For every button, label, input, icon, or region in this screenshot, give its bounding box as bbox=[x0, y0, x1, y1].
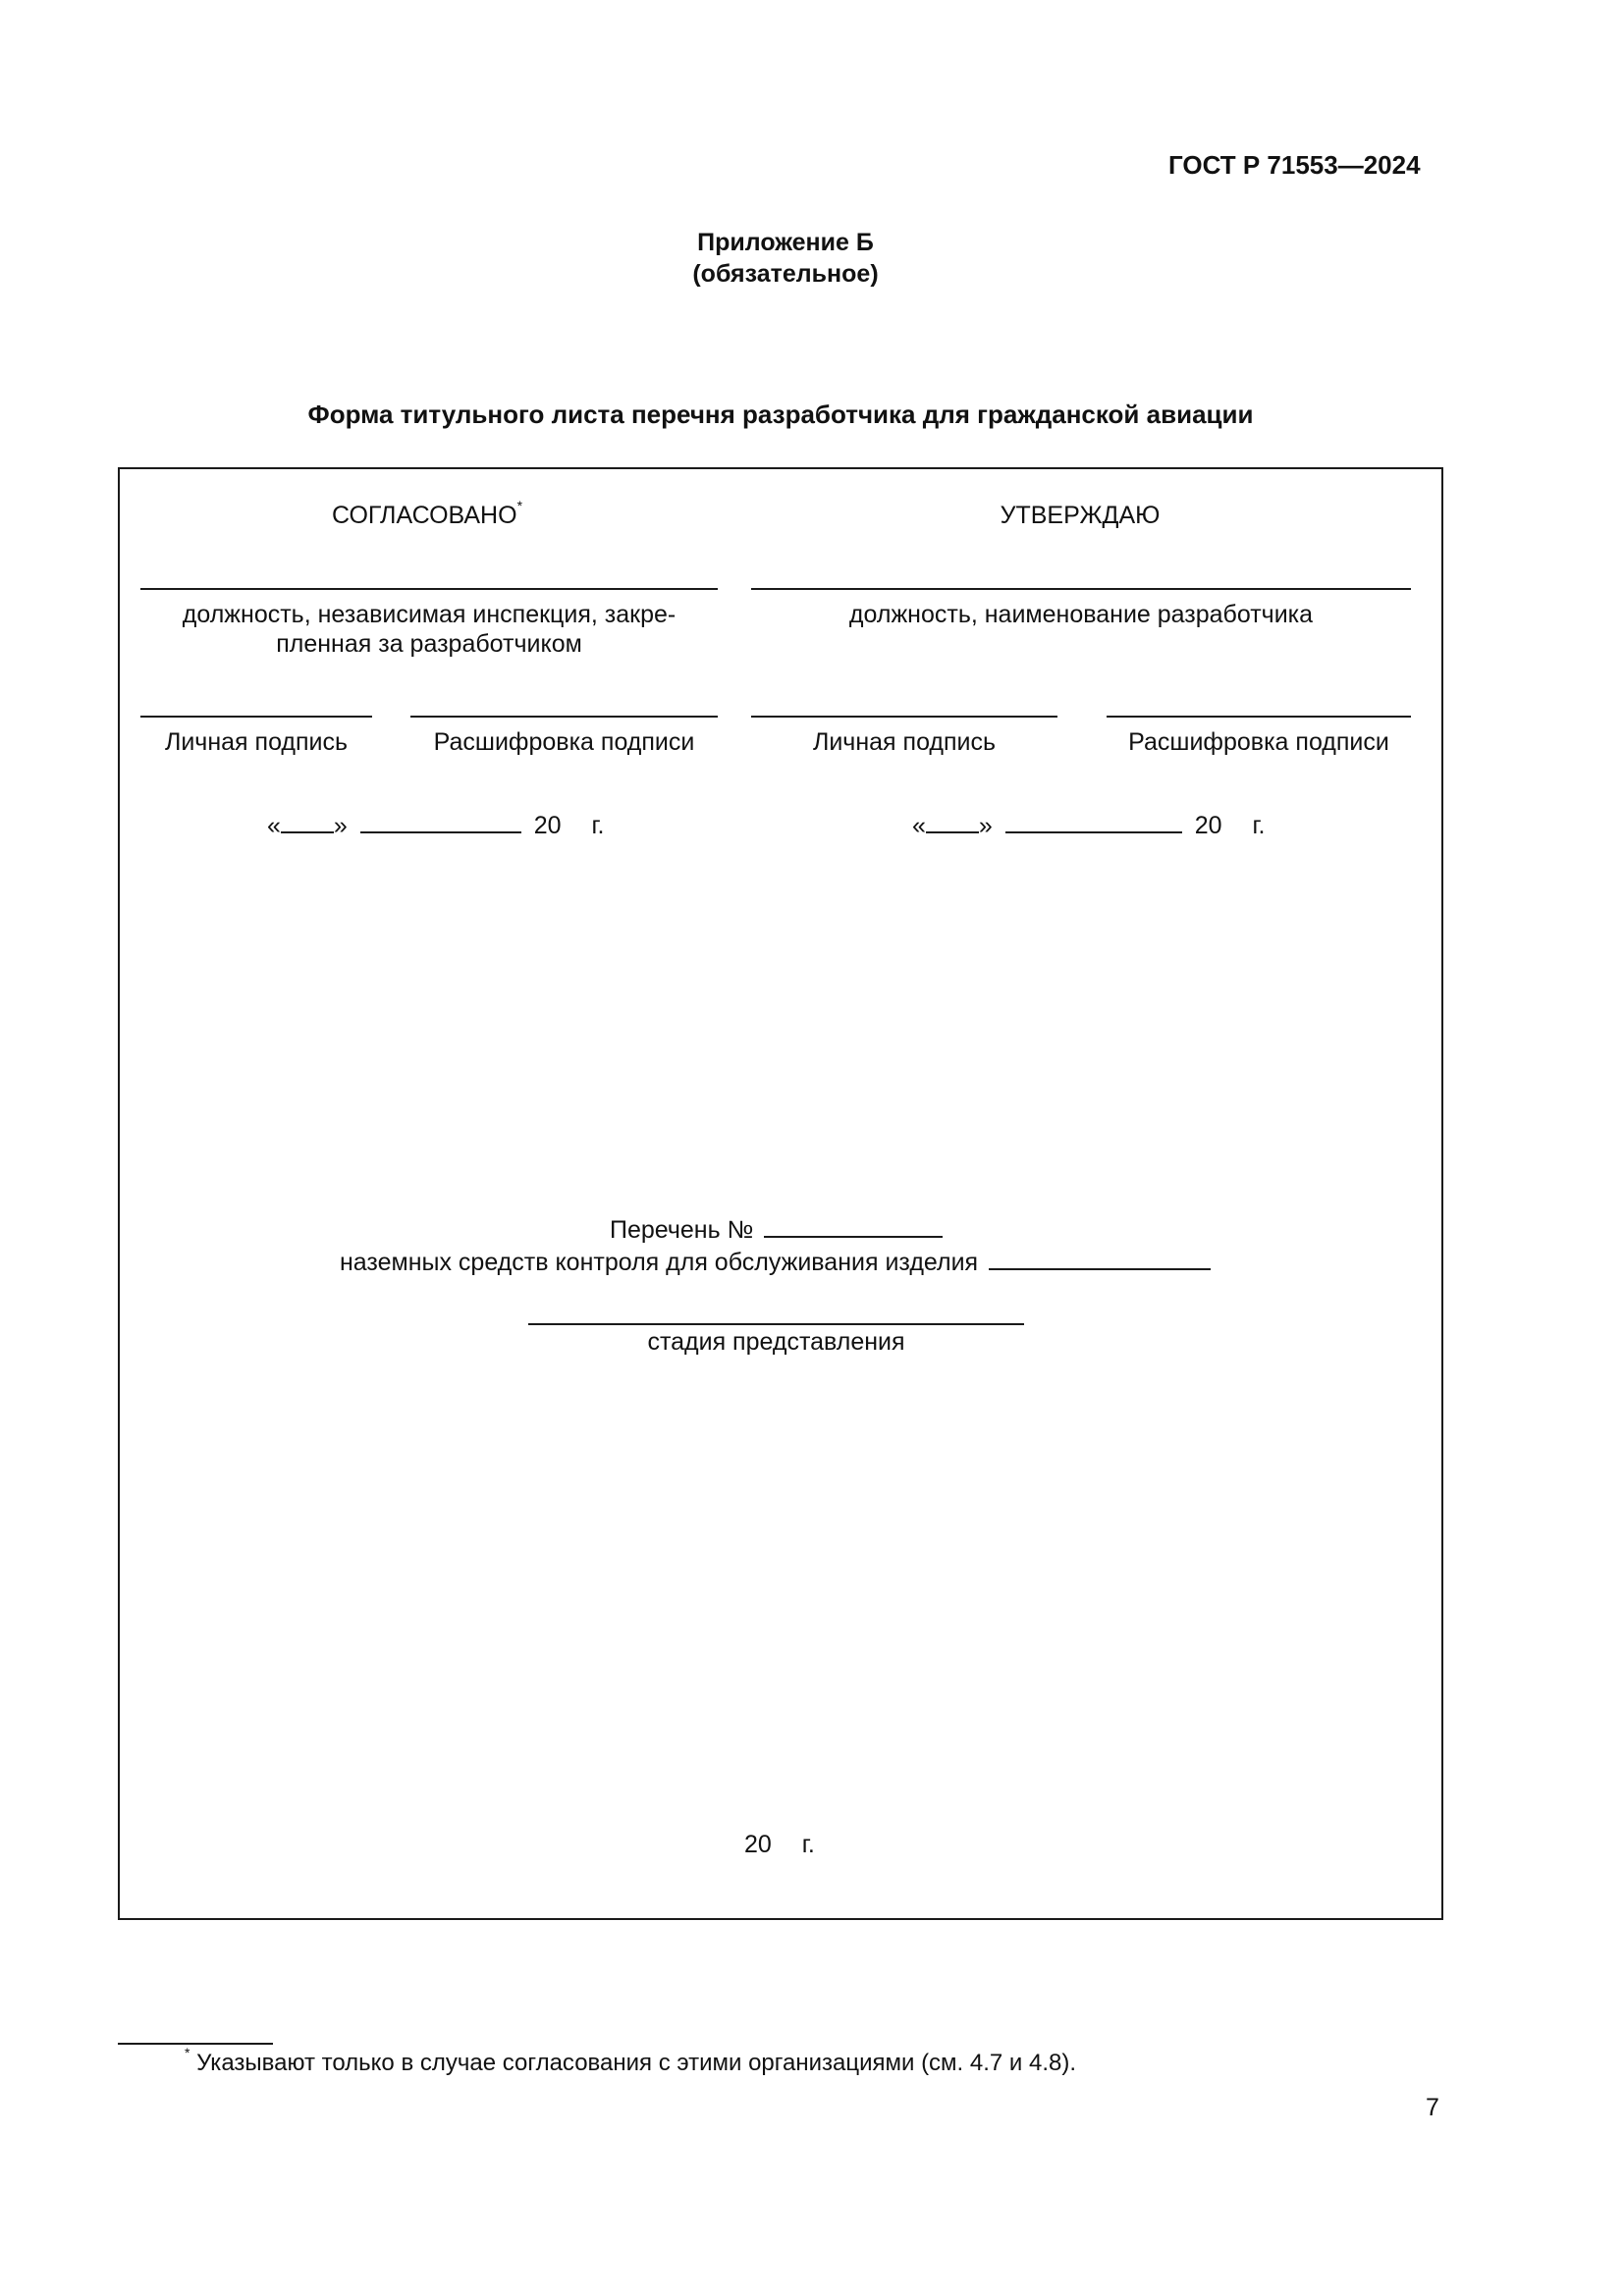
list-subject: наземных средств контроля для обслуживания изделия bbox=[340, 1249, 979, 1276]
date-open-quote: « bbox=[912, 812, 926, 839]
date-open-quote: « bbox=[267, 812, 281, 839]
standard-designation: ГОСТ Р 71553—2024 bbox=[1168, 150, 1421, 180]
page-number: 7 bbox=[1426, 2094, 1439, 2121]
footnote-rule bbox=[118, 2043, 273, 2045]
form-title: Форма титульного листа перечня разработчика для гражданской авиации bbox=[307, 400, 1254, 429]
title-page-form-frame bbox=[118, 467, 1443, 1920]
day-blank bbox=[926, 810, 979, 833]
year-suffix: г. bbox=[591, 812, 605, 839]
position-line-right bbox=[751, 588, 1411, 590]
month-blank bbox=[1005, 810, 1182, 833]
footnote-mark: * bbox=[185, 2045, 190, 2060]
day-blank bbox=[281, 810, 334, 833]
list-number-blank bbox=[764, 1214, 943, 1238]
stage-line bbox=[528, 1323, 1024, 1325]
approved-heading-text: СОГЛАСОВАНО bbox=[331, 502, 517, 529]
bottom-year-prefix: 20 bbox=[744, 1831, 772, 1858]
position-caption-left: должность, независимая инспекция, закре- пленная за разработчиком bbox=[182, 601, 677, 658]
decoding-line-right bbox=[1107, 716, 1411, 718]
bottom-year-suffix: г. bbox=[801, 1831, 815, 1858]
list-label: Перечень № bbox=[610, 1216, 754, 1244]
footnote bbox=[185, 2045, 1077, 2078]
position-caption-right: должность, наименование разработчика bbox=[848, 601, 1314, 628]
date-close-quote: » bbox=[978, 812, 993, 839]
approved-heading bbox=[137, 497, 717, 530]
year-prefix: 20 bbox=[533, 812, 562, 839]
appendix-title: Приложение Б bbox=[697, 229, 874, 256]
signature-label-right: Личная подпись bbox=[812, 728, 997, 756]
position-line-left bbox=[140, 588, 718, 590]
list-number-line bbox=[610, 1214, 943, 1245]
bottom-date bbox=[744, 1830, 815, 1859]
signature-label-left: Личная подпись bbox=[164, 728, 349, 756]
product-blank bbox=[989, 1247, 1211, 1270]
decoding-line-left bbox=[410, 716, 718, 718]
stage-caption: стадия представления bbox=[647, 1328, 905, 1356]
decoding-label-right: Расшифровка подписи bbox=[1128, 728, 1389, 756]
signature-line-right bbox=[751, 716, 1057, 718]
date-field-left bbox=[267, 810, 605, 840]
year-prefix: 20 bbox=[1194, 812, 1222, 839]
footnote-mark: * bbox=[516, 497, 523, 513]
list-subject-line bbox=[340, 1247, 1211, 1277]
date-close-quote: » bbox=[333, 812, 348, 839]
signature-line-left bbox=[140, 716, 372, 718]
footnote-text: Указывают только в случае согласования с этими организациями (см. 4.7 и 4.8). bbox=[196, 2050, 1077, 2076]
appendix-status: (обязательное) bbox=[692, 260, 879, 288]
decoding-label-left: Расшифровка подписи bbox=[433, 728, 695, 756]
approve-heading: УТВЕРЖДАЮ bbox=[1000, 502, 1161, 529]
year-suffix: г. bbox=[1252, 812, 1266, 839]
date-field-right bbox=[912, 810, 1266, 840]
month-blank bbox=[360, 810, 521, 833]
